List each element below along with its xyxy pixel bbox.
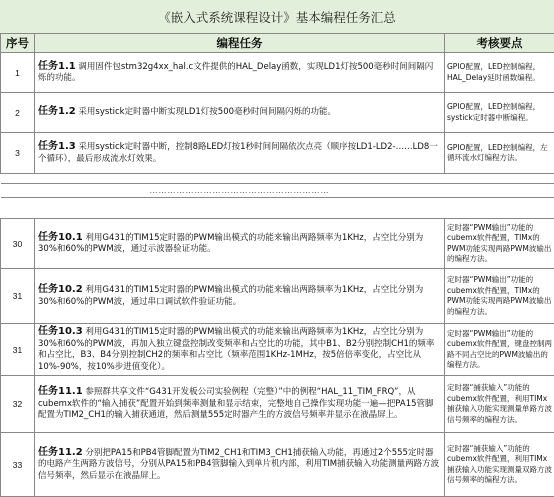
spacer-row [1,198,554,219]
task-text: 采用systick定时器中断，控制8路LED灯按1秒时间间隔依次点亮（顺序按LD1-LD2-……LD8一个循环），最后形成流水灯效果。 [38,142,438,164]
task-label: 任务11.2 [38,447,83,458]
table-row [1,324,554,376]
header-task: 编程任务 [35,34,445,53]
table-row [1,133,554,174]
spacer-row [1,174,554,184]
task-label: 任务10.2 [38,284,83,295]
row-seq: 30 [1,219,35,269]
task-text: 利用G431的TIM15定时器的PWM输出模式的功能来输出两路频率为1KHz，占空比分别为30%和60%的PWM波，再加入独立键盘控制改变频率和占空比的功能，其中B1、B2分别控制CH1的频率和占空比，B3、B4分别控制CH2的频率和占空比（频率范围1KHz-1MHz，按5倍倍率变化，占空比从10%-90%，按10%步进值变化）。 [38,327,434,372]
task-text: 分别把PA15和PB4管脚配置为TIM2_CH1和TIM3_CH1捕获输入功能，再通过2个555定时器的电路产生两路方波信号，分别从PA15和PB4管脚输入到单片机内部，利用TIM捕获输入功能测量两路方波信号频率，然后显示在液晶屏上。 [38,448,439,481]
row-seq: 31 [1,269,35,324]
task-cell [35,219,445,269]
table-row [1,219,554,269]
task-text: 利用G431的TIM15定时器的PWM输出模式的功能来输出两路频率为1KHz，占空比分别为30%和60%的PWM波，通过示波器验证功能。 [38,233,423,255]
ellipsis-row [1,184,554,198]
points-cell: 定时器“PWM输出”功能的cubemx软件配置，键盘控制两路不同占空比的PWM波输出的编程方法。 [445,324,554,376]
task-cell [35,269,445,324]
task-cell [35,93,445,133]
table-row [1,376,554,433]
table-row [1,93,554,133]
task-label: 任务1.3 [38,141,76,152]
row-seq: 2 [1,93,35,133]
task-text: 利用G431的TIM15定时器的PWM输出模式的功能来输出两路频率为1KHz，占空比分别为30%和60%的PWM波，通过串口调试软件验证功能。 [38,285,423,307]
row-seq: 3 [1,133,35,174]
points-cell: GPIO配置，LED控制编程，左循环流水灯编程方法。 [445,133,554,174]
task-table [0,33,554,497]
task-cell [35,133,445,174]
points-cell: 定时器“PWM输出”功能的cubemx软件配置，TIMx的PWM功能实现两路PWM波输出的编程方法。 [445,219,554,269]
header-seq: 序号 [1,34,35,53]
points-cell: GPIO配置，LED控制编程，systick定时器中断编程。 [445,93,554,133]
header-points: 考核要点 [445,34,554,53]
points-cell: 定时器“捕获输入”功能的cubemx软件配置，利用TIMx捕获输入功能实现测量单路方波信号频率的编程方法。 [445,376,554,433]
header-row [1,34,554,53]
points-cell: 定时器“PWM输出”功能的cubemx软件配置，TIMx的PWM功能实现两路PWM波输出的编程方法。 [445,269,554,324]
task-cell [35,53,445,93]
ellipsis-text: …………………………………………………… [35,184,445,198]
task-text: 参照群共享文件“G431开发板公司实验例程（完整）”中的例程“HAL_11_TIM_FRQ”，从cubemx软件的“输入捕获”配置开始到频率测量和显示结束，完整地自己操作实现功能一遍—把PA15管脚配置为TIM2_CH1的输入捕获通道，然后测量555定时器产生的方波信号频率并显示在液晶屏上。 [38,387,434,420]
points-cell: 定时器“捕获输入”功能的cubemx软件配置，利用TIMx捕获输入功能实现测量双路方波信号频率的编程方法。 [445,433,554,497]
task-cell [35,433,445,497]
task-label: 任务1.2 [38,106,76,117]
table-row [1,53,554,93]
row-seq: 33 [1,433,35,497]
task-text: 调用固件包stm32g4xx_hal.c文件提供的HAL_Delay函数，实现LD1灯按500毫秒时间间隔闪烁的功能。 [38,62,433,84]
task-text: 采用systick定时器中断实现LD1灯按500毫秒时间间隔闪烁的功能。 [76,107,336,117]
table-row [1,269,554,324]
row-seq: 1 [1,53,35,93]
sheet-title: 《嵌入式系统课程设计》基本编程任务汇总 [0,0,554,34]
table-row [1,433,554,497]
task-label: 任务11.1 [38,386,83,397]
row-seq: 31 [1,324,35,376]
task-label: 任务10.3 [38,326,83,337]
task-cell [35,376,445,433]
task-label: 任务10.1 [38,232,83,243]
row-seq: 32 [1,376,35,433]
task-cell [35,324,445,376]
task-label: 任务1.1 [38,61,76,72]
points-cell: GPIO配置，LED控制编程，HAL_Delay延时函数编程。 [445,53,554,93]
